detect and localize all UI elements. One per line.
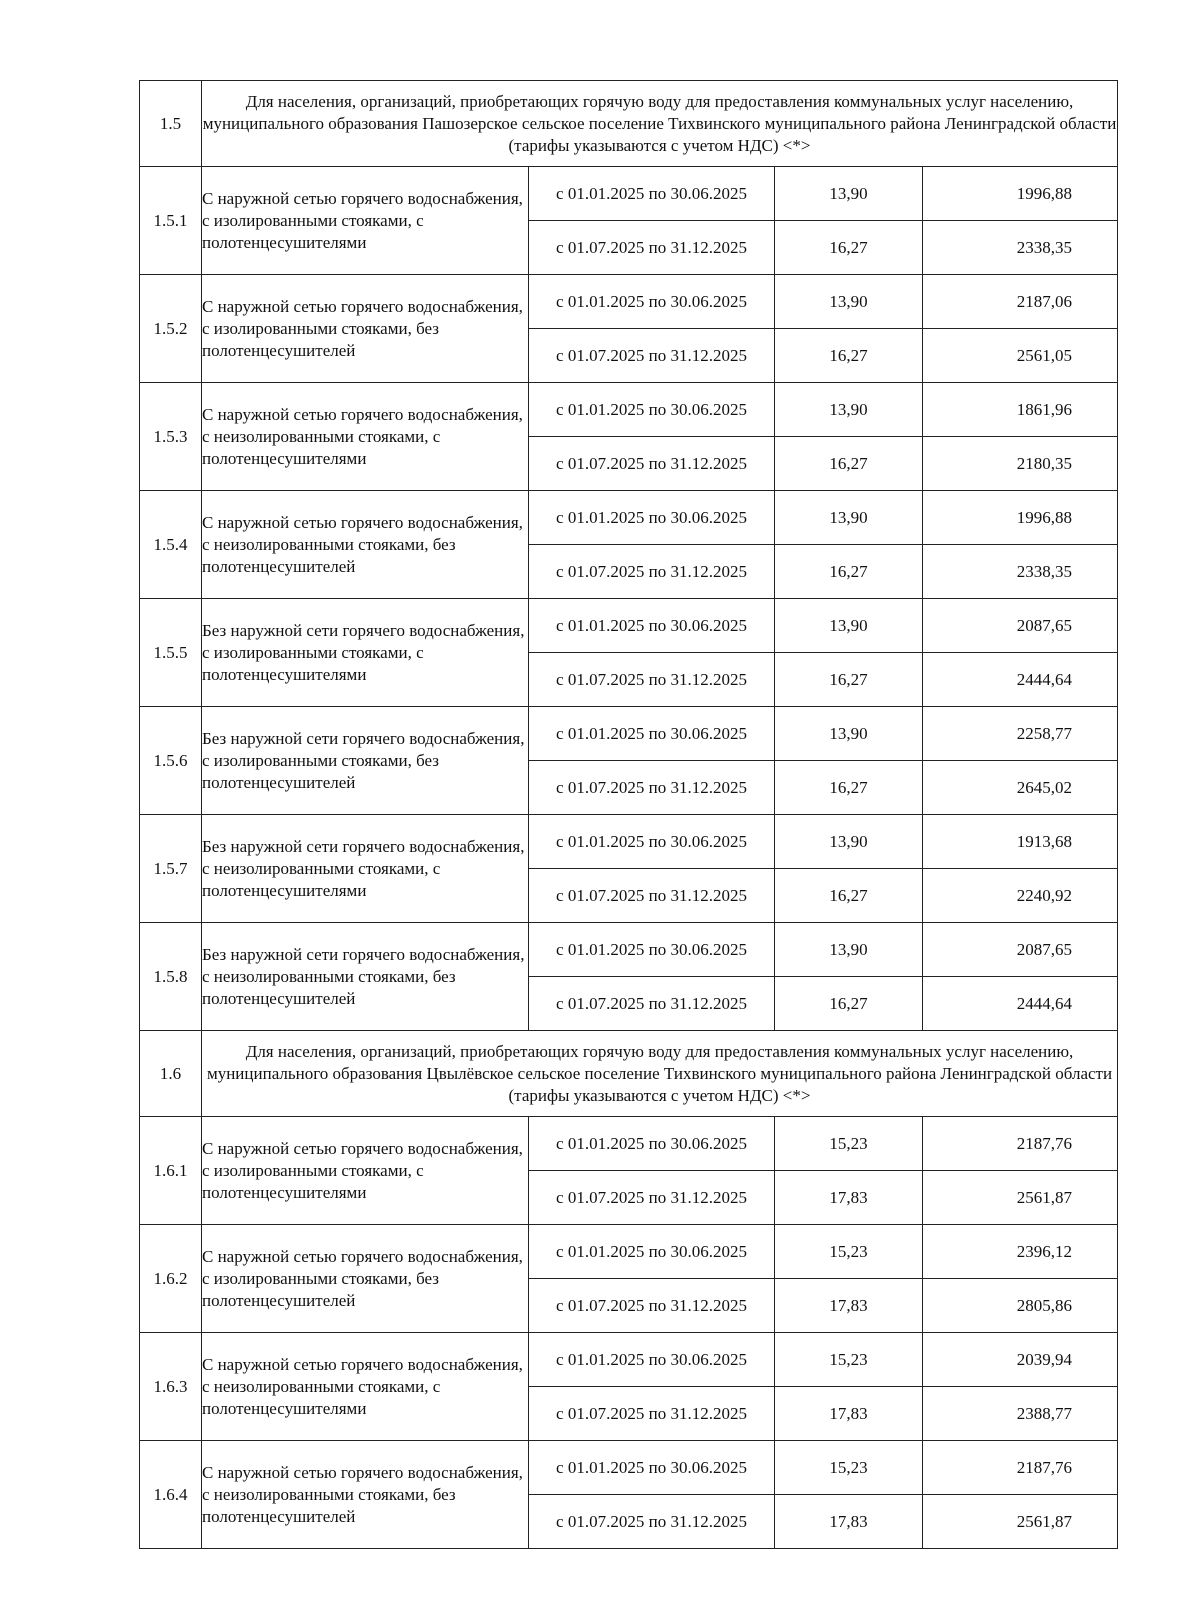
item-description: С наружной сетью горячего водоснабжения, с неизолированными стояками, без полотенцесушителей (202, 491, 529, 599)
tariff-value-1: 15,23 (775, 1333, 923, 1387)
tariff-row (140, 1117, 1118, 1171)
tariff-value-2: 2338,35 (923, 221, 1118, 275)
tariff-value-2: 2180,35 (923, 437, 1118, 491)
tariff-value-2: 2388,77 (923, 1387, 1118, 1441)
tariff-value-1: 17,83 (775, 1279, 923, 1333)
tariff-value-2: 2087,65 (923, 923, 1118, 977)
tariff-value-1: 17,83 (775, 1387, 923, 1441)
item-description: Без наружной сети горячего водоснабжения, с изолированными стояками, без полотенцесушителей (202, 707, 529, 815)
tariff-value-1: 16,27 (775, 761, 923, 815)
tariff-value-1: 13,90 (775, 275, 923, 329)
tariff-row (140, 383, 1118, 437)
tariff-value-1: 16,27 (775, 545, 923, 599)
tariff-value-2: 2187,76 (923, 1117, 1118, 1171)
tariff-period: с 01.01.2025 по 30.06.2025 (529, 383, 775, 437)
item-description: С наружной сетью горячего водоснабжения, с изолированными стояками, без полотенцесушителей (202, 275, 529, 383)
tariff-period: с 01.07.2025 по 31.12.2025 (529, 761, 775, 815)
tariff-period: с 01.07.2025 по 31.12.2025 (529, 1171, 775, 1225)
tariff-period: с 01.07.2025 по 31.12.2025 (529, 653, 775, 707)
tariff-value-1: 16,27 (775, 221, 923, 275)
tariff-row (140, 1441, 1118, 1495)
tariff-row (140, 275, 1118, 329)
tariff-row (140, 167, 1118, 221)
tariff-value-2: 2187,76 (923, 1441, 1118, 1495)
item-number: 1.6.1 (140, 1117, 202, 1225)
item-description: С наружной сетью горячего водоснабжения, с изолированными стояками, с полотенцесушителями (202, 167, 529, 275)
item-number: 1.6.3 (140, 1333, 202, 1441)
tariff-row (140, 491, 1118, 545)
tariff-value-2: 2645,02 (923, 761, 1118, 815)
tariff-value-1: 17,83 (775, 1171, 923, 1225)
section-number: 1.5 (140, 81, 202, 167)
tariff-value-1: 13,90 (775, 707, 923, 761)
tariff-value-2: 2805,86 (923, 1279, 1118, 1333)
tariff-row (140, 1333, 1118, 1387)
tariff-period: с 01.07.2025 по 31.12.2025 (529, 1387, 775, 1441)
tariff-value-2: 2187,06 (923, 275, 1118, 329)
tariff-value-2: 2338,35 (923, 545, 1118, 599)
section-header-text: Для населения, организаций, приобретающих горячую воду для предоставления коммунальных услуг населению, муниципального образования Цвылёвское сельское поселение Тихвинского муниципального района Ленинградской области (тарифы указываются с учетом НДС) <*> (202, 1031, 1118, 1117)
tariff-value-2: 2087,65 (923, 599, 1118, 653)
tariff-period: с 01.01.2025 по 30.06.2025 (529, 491, 775, 545)
tariff-period: с 01.07.2025 по 31.12.2025 (529, 329, 775, 383)
tariff-value-1: 13,90 (775, 167, 923, 221)
tariff-period: с 01.01.2025 по 30.06.2025 (529, 275, 775, 329)
tariff-value-2: 2561,05 (923, 329, 1118, 383)
tariff-period: с 01.01.2025 по 30.06.2025 (529, 1333, 775, 1387)
tariff-value-2: 2444,64 (923, 977, 1118, 1031)
item-number: 1.6.2 (140, 1225, 202, 1333)
item-description: С наружной сетью горячего водоснабжения, с неизолированными стояками, с полотенцесушителями (202, 1333, 529, 1441)
tariff-period: с 01.07.2025 по 31.12.2025 (529, 545, 775, 599)
item-number: 1.5.3 (140, 383, 202, 491)
section-header-row (140, 81, 1118, 167)
item-description: Без наружной сети горячего водоснабжения, с неизолированными стояками, с полотенцесушителями (202, 815, 529, 923)
tariff-row (140, 599, 1118, 653)
tariff-period: с 01.01.2025 по 30.06.2025 (529, 1441, 775, 1495)
tariff-row (140, 707, 1118, 761)
tariff-value-2: 1996,88 (923, 167, 1118, 221)
item-number: 1.5.4 (140, 491, 202, 599)
tariff-value-2: 2240,92 (923, 869, 1118, 923)
tariff-value-1: 16,27 (775, 437, 923, 491)
tariff-row (140, 815, 1118, 869)
tariff-value-2: 2039,94 (923, 1333, 1118, 1387)
tariff-value-2: 2561,87 (923, 1495, 1118, 1549)
tariff-value-1: 15,23 (775, 1117, 923, 1171)
section-number: 1.6 (140, 1031, 202, 1117)
tariff-value-1: 16,27 (775, 869, 923, 923)
tariff-value-1: 13,90 (775, 599, 923, 653)
tariff-value-1: 17,83 (775, 1495, 923, 1549)
item-number: 1.5.7 (140, 815, 202, 923)
tariff-row (140, 1225, 1118, 1279)
tariff-value-2: 2258,77 (923, 707, 1118, 761)
tariff-value-1: 16,27 (775, 329, 923, 383)
tariff-value-2: 1996,88 (923, 491, 1118, 545)
tariff-value-2: 2444,64 (923, 653, 1118, 707)
tariff-value-1: 15,23 (775, 1225, 923, 1279)
tariff-period: с 01.01.2025 по 30.06.2025 (529, 815, 775, 869)
section-header-text: Для населения, организаций, приобретающих горячую воду для предоставления коммунальных услуг населению, муниципального образования Пашозерское сельское поселение Тихвинского муниципального района Ленинградской области (тарифы указываются с учетом НДС) <*> (202, 81, 1118, 167)
tariff-value-1: 16,27 (775, 653, 923, 707)
tariff-period: с 01.07.2025 по 31.12.2025 (529, 977, 775, 1031)
tariff-table (139, 80, 1118, 1549)
tariff-value-1: 15,23 (775, 1441, 923, 1495)
item-description: С наружной сетью горячего водоснабжения, с изолированными стояками, без полотенцесушителей (202, 1225, 529, 1333)
item-description: Без наружной сети горячего водоснабжения, с неизолированными стояками, без полотенцесушителей (202, 923, 529, 1031)
tariff-period: с 01.01.2025 по 30.06.2025 (529, 599, 775, 653)
tariff-value-1: 13,90 (775, 815, 923, 869)
item-number: 1.6.4 (140, 1441, 202, 1549)
section-header-row (140, 1031, 1118, 1117)
tariff-period: с 01.07.2025 по 31.12.2025 (529, 1279, 775, 1333)
item-description: С наружной сетью горячего водоснабжения, с неизолированными стояками, с полотенцесушителями (202, 383, 529, 491)
tariff-value-2: 2561,87 (923, 1171, 1118, 1225)
tariff-period: с 01.01.2025 по 30.06.2025 (529, 1225, 775, 1279)
tariff-period: с 01.01.2025 по 30.06.2025 (529, 707, 775, 761)
tariff-value-2: 1861,96 (923, 383, 1118, 437)
item-number: 1.5.5 (140, 599, 202, 707)
tariff-value-1: 16,27 (775, 977, 923, 1031)
item-number: 1.5.8 (140, 923, 202, 1031)
item-number: 1.5.1 (140, 167, 202, 275)
item-description: С наружной сетью горячего водоснабжения, с изолированными стояками, с полотенцесушителями (202, 1117, 529, 1225)
tariff-value-2: 2396,12 (923, 1225, 1118, 1279)
tariff-value-1: 13,90 (775, 923, 923, 977)
tariff-period: с 01.01.2025 по 30.06.2025 (529, 923, 775, 977)
tariff-period: с 01.07.2025 по 31.12.2025 (529, 437, 775, 491)
tariff-period: с 01.01.2025 по 30.06.2025 (529, 1117, 775, 1171)
tariff-period: с 01.01.2025 по 30.06.2025 (529, 167, 775, 221)
tariff-period: с 01.07.2025 по 31.12.2025 (529, 221, 775, 275)
item-number: 1.5.6 (140, 707, 202, 815)
tariff-value-1: 13,90 (775, 491, 923, 545)
tariff-value-1: 13,90 (775, 383, 923, 437)
tariff-body (140, 81, 1118, 1549)
tariff-period: с 01.07.2025 по 31.12.2025 (529, 869, 775, 923)
tariff-period: с 01.07.2025 по 31.12.2025 (529, 1495, 775, 1549)
item-number: 1.5.2 (140, 275, 202, 383)
item-description: Без наружной сети горячего водоснабжения, с изолированными стояками, с полотенцесушителями (202, 599, 529, 707)
item-description: С наружной сетью горячего водоснабжения, с неизолированными стояками, без полотенцесушителей (202, 1441, 529, 1549)
tariff-row (140, 923, 1118, 977)
tariff-value-2: 1913,68 (923, 815, 1118, 869)
